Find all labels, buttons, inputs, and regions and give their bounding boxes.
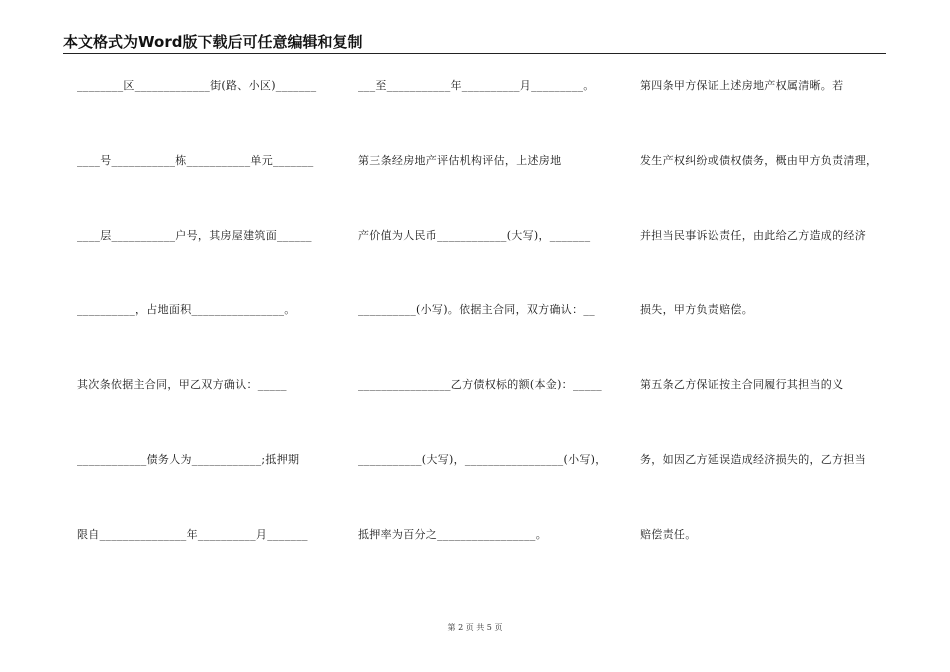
header-divider — [63, 53, 886, 54]
text-line: ___________(大写)，_________________(小写)， — [358, 453, 607, 466]
text-line: 抵押率为百分之_________________。 — [358, 528, 547, 541]
text-line: 第五条乙方保证按主合同履行其担当的义 — [640, 378, 844, 391]
text-line: ____层___________户号，其房屋建筑面______ — [77, 229, 312, 242]
document-header-title: 本文格式为Word版下载后可任意编辑和复制 — [63, 33, 363, 51]
page-number: 第 2 页 共 5 页 — [447, 623, 503, 632]
text-line: 产价值为人民币____________(大写)，_______ — [358, 229, 591, 242]
text-line: 第三条经房地产评估机构评估，上述房地 — [358, 154, 562, 167]
text-line: 第四条甲方保证上述房地产权属清晰。若 — [640, 79, 844, 92]
text-line: 限自_______________年__________月_______ — [77, 528, 308, 541]
text-line: ___至___________年__________月_________。 — [358, 79, 595, 92]
text-line: ________________乙方债权标的额(本金)：_____ — [358, 378, 602, 391]
text-line: ____________债务人为____________;抵押期 — [77, 453, 300, 466]
text-line: 并担当民事诉讼责任，由此给乙方造成的经济 — [640, 229, 866, 242]
text-line: __________，占地面积________________。 — [77, 303, 296, 316]
text-line: 其次条依据主合同，甲乙双方确认：_____ — [77, 378, 287, 391]
text-line: ____号___________栋___________单元_______ — [77, 154, 314, 167]
text-line: 务，如因乙方延误造成经济损失的，乙方担当 — [640, 453, 866, 466]
text-line: ________区_____________街(路、小区)_______ — [77, 79, 317, 92]
text-line: 赔偿责任。 — [640, 528, 697, 541]
text-line: 损失，甲方负责赔偿。 — [640, 303, 753, 316]
text-line: __________(小写)。依据主合同，双方确认：__ — [358, 303, 595, 316]
text-line: 发生产权纠纷或债权债务，概由甲方负责清理， — [640, 154, 878, 167]
